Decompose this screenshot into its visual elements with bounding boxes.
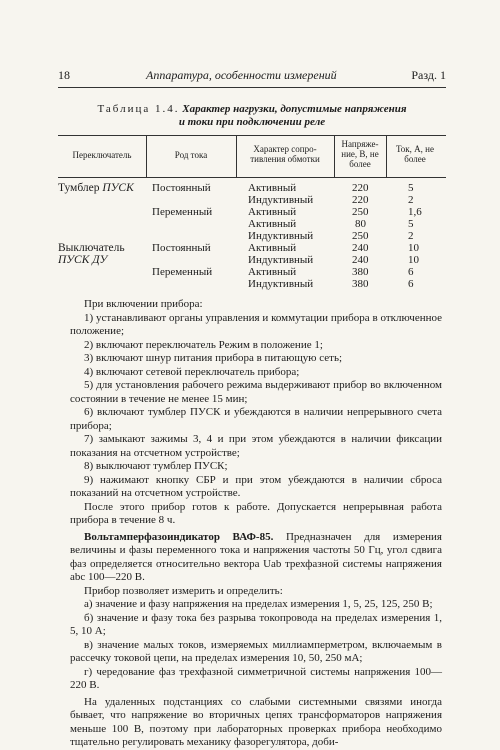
current-type: Переменный <box>152 266 213 278</box>
list-item: б) значение и фазу тока без разрыва токопровода на пределах измерения 1, 5, 10 А; <box>70 611 442 637</box>
running-header <box>58 68 446 88</box>
table-header-rule <box>58 177 446 178</box>
paragraph: После этого прибор готов к работе. Допускается непрерывная работа прибора в течение 8 ч. <box>70 500 442 526</box>
list-item: 3) включают шнур питания прибора в питающую сеть; <box>84 352 343 364</box>
voltage-value: 250 <box>352 230 369 242</box>
resistance-type: Активный <box>248 218 297 230</box>
list-item: 5) для установления рабочего режима выдерживают прибор во включенном состоянии в течение не менее 15 мин; <box>70 379 442 405</box>
voltage-value: 220 <box>352 182 369 194</box>
table-caption <box>58 103 446 129</box>
table-title-line1: Характер нагрузки, допустимые напряжения <box>182 103 407 115</box>
body-text <box>70 298 442 750</box>
resistance-type: Индуктивный <box>248 194 314 206</box>
voltage-value: 250 <box>352 206 369 218</box>
paragraph: Прибор позволяет измерить и определить: <box>84 584 283 597</box>
col-header-amperage: Ток, А, не более <box>395 144 434 164</box>
col-divider <box>236 135 237 177</box>
running-title: Аппаратура, особенности измерений <box>146 68 337 82</box>
paragraph: При включении прибора: <box>84 298 203 310</box>
current-value: 2 <box>408 194 414 206</box>
list-item: г) чередование фаз трехфазной симметричной системы напряжения 100—220 В. <box>70 665 442 691</box>
switch-name: ПУСК ДУ <box>58 254 108 266</box>
col-divider <box>334 135 335 177</box>
current-value: 6 <box>408 266 414 278</box>
relay-load-table <box>58 135 446 290</box>
table-title-line2: и токи при подключении реле <box>178 116 326 128</box>
list-item: 4) включают сетевой переключатель прибора; <box>84 365 300 378</box>
resistance-type: Активный <box>248 206 297 218</box>
current-type: Переменный <box>152 206 213 218</box>
switch-name: Тумблер ПУСК <box>58 182 134 194</box>
current-value: 6 <box>408 278 414 290</box>
page-number: 18 <box>58 68 70 82</box>
paragraph: На удаленных подстанциях со слабыми системными связями иногда бывает, что напряжение во вторичных цепях трансформаторов напряжения меньше 100 В, поэтому при лабораторных проверках прибора необходимо тщательно регулировать механику фазорегулятора, доби- <box>70 695 442 748</box>
voltage-value: 240 <box>352 254 369 266</box>
current-type: Постоянный <box>152 182 211 194</box>
list-item: 9) нажимают кнопку СБР и при этом убеждаются в наличии сброса показаний на отсчетном устройстве. <box>70 473 442 499</box>
col-header-current: Род тока <box>174 150 208 160</box>
resistance-type: Активный <box>248 242 297 254</box>
voltage-value: 220 <box>352 194 369 206</box>
table-label: Таблица 1.4. <box>97 103 180 115</box>
switch-name: Выключатель <box>58 242 125 254</box>
voltage-value: 380 <box>352 266 369 278</box>
section-label: Разд. 1 <box>411 68 446 82</box>
current-type: Постоянный <box>152 242 211 254</box>
col-header-voltage: Напряже-ние, В, не более <box>341 139 379 169</box>
list-item: 6) включают тумблер ПУСК и убеждаются в наличии непрерывного счета прибора; <box>70 406 442 432</box>
table-top-rule <box>58 135 446 136</box>
resistance-type: Индуктивный <box>248 278 314 290</box>
header-rule <box>58 87 446 88</box>
list-item: 1) устанавливают органы управления и коммутации прибора в отключенное положение; <box>70 311 442 337</box>
current-value: 5 <box>408 182 414 194</box>
list-item: 7) замыкают зажимы 3, 4 и при этом убеждаются в наличии фиксации показания на отсчетном устройстве; <box>70 433 442 459</box>
list-item: а) значение и фазу напряжения на пределах измерения 1, 5, 25, 125, 250 В; <box>84 598 433 610</box>
current-value: 10 <box>408 254 419 266</box>
paragraph: Вольтамперфазоиндикатор ВАФ-85. Предназначен для измерения величины и фазы переменного тока и напряжения частоты 50 Гц, угол сдвига фаз определяется относительно вектора Uab трехфазной системы напряжения abc 100—220 В. <box>70 530 442 583</box>
list-item: в) значение малых токов, измеряемых миллиамперметром, включаемым в рассечку токовой цепи, на пределах измерения 10, 50, 250 мА; <box>70 638 442 664</box>
current-value: 5 <box>408 218 414 230</box>
voltage-value: 240 <box>352 242 369 254</box>
resistance-type: Индуктивный <box>248 230 314 242</box>
resistance-type: Активный <box>248 266 297 278</box>
current-value: 1,6 <box>408 206 422 218</box>
voltage-value: 80 <box>355 218 366 230</box>
col-divider <box>386 135 387 177</box>
device-name: Вольтамперфазоиндикатор ВАФ-85. <box>84 530 274 543</box>
list-item: 2) включают переключатель Режим в положение 1; <box>84 338 323 351</box>
resistance-type: Индуктивный <box>248 254 314 266</box>
voltage-value: 380 <box>352 278 369 290</box>
current-value: 2 <box>408 230 414 242</box>
col-header-switch: Переключатель <box>72 150 132 160</box>
current-value: 10 <box>408 242 419 254</box>
list-item: 8) выключают тумблер ПУСК; <box>84 460 228 472</box>
col-header-resistance: Характер сопро-тивления обмотки <box>250 144 320 164</box>
resistance-type: Активный <box>248 182 297 194</box>
